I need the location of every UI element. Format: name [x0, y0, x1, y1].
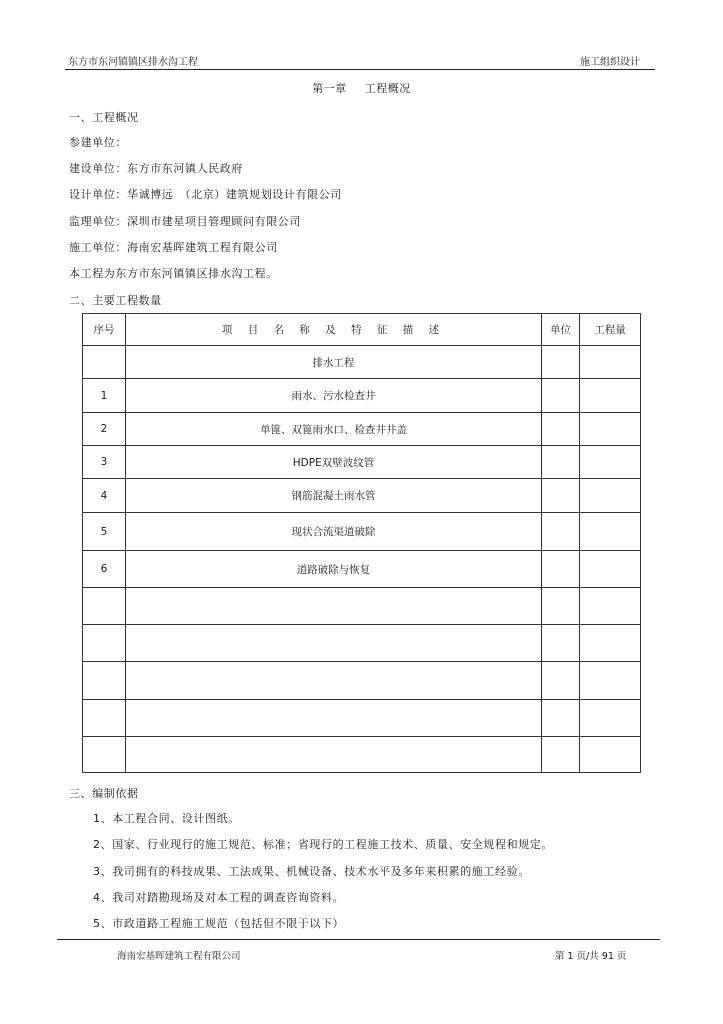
quantity-table: [82, 313, 641, 773]
cell-qty: [580, 413, 641, 446]
table-header-row: [83, 314, 641, 346]
cell-name: 现状合流渠道破除: [126, 513, 542, 551]
cell-unit: [542, 737, 580, 773]
table-row: [83, 700, 641, 737]
basis-item: 5、市政道路工程施工规范（包括但不限于以下）: [93, 917, 345, 930]
table-row: [83, 737, 641, 773]
cell-no: 1: [83, 379, 126, 413]
table-row: [83, 446, 641, 479]
col-header-qty: 工程量: [580, 314, 641, 346]
cell-unit: [542, 379, 580, 413]
cell-name: 雨水、污水检查井: [126, 379, 542, 413]
cell-name: [126, 737, 542, 773]
cell-unit: [542, 588, 580, 625]
cell-qty: [580, 379, 641, 413]
cell-name: 道路破除与恢复: [126, 551, 542, 588]
section3-heading: 三、编制依据: [69, 787, 139, 800]
cell-name: [126, 700, 542, 737]
table-row: [83, 346, 641, 379]
cell-no: 4: [83, 479, 126, 513]
participants-label: 参建单位：: [69, 136, 127, 149]
table-row: [83, 588, 641, 625]
chapter-number: 第一章: [312, 82, 347, 95]
cell-no: 3: [83, 446, 126, 479]
table-row: [83, 662, 641, 700]
col-header-no: 序号: [83, 314, 126, 346]
table-row: [83, 551, 641, 588]
table-row: [83, 379, 641, 413]
table-row: [83, 625, 641, 662]
cell-no: 5: [83, 513, 126, 551]
cell-unit: [542, 662, 580, 700]
cell-no: [83, 700, 126, 737]
cell-qty: [580, 479, 641, 513]
cell-unit: [542, 551, 580, 588]
cell-unit: [542, 479, 580, 513]
cell-no: [83, 625, 126, 662]
section2-heading: 二、主要工程数量: [69, 294, 162, 307]
design-unit: 设计单位：华诚博远 （北京）建筑规划设计有限公司: [69, 188, 342, 201]
header-divider: [65, 69, 655, 70]
cell-no: [83, 737, 126, 773]
owner-unit: 建设单位：东方市东河镇人民政府: [69, 162, 243, 175]
cell-unit: [542, 413, 580, 446]
cell-no: 6: [83, 551, 126, 588]
cell-name: 钢筋混凝土雨水管: [126, 479, 542, 513]
supervision-unit: 监理单位：深圳市建星项目管理顾问有限公司: [69, 215, 301, 228]
cell-name: [126, 662, 542, 700]
cell-qty: [580, 346, 641, 379]
table-row: [83, 513, 641, 551]
basis-item: 1、本工程合同、设计图纸。: [93, 812, 240, 825]
basis-item: 3、我司拥有的科技成果、工法成果、机械设备、技术水平及多年来积累的施工经验。: [93, 865, 530, 878]
project-summary: 本工程为东方市东河镇镇区排水沟工程。: [69, 267, 278, 280]
cell-name: [126, 588, 542, 625]
cell-unit: [542, 446, 580, 479]
cell-qty: [580, 625, 641, 662]
cell-qty: [580, 446, 641, 479]
col-header-item: 项 目 名 称 及 特 征 描 述: [126, 314, 542, 346]
section1-heading: 一、工程概况: [69, 111, 139, 124]
footer-page-number: 第 1 页/共 91 页: [555, 951, 627, 962]
cell-name: 单篦、双篦雨水口、检查井井盖: [126, 413, 542, 446]
cell-unit: [542, 700, 580, 737]
cell-qty: [580, 513, 641, 551]
footer-company: 海南宏基晖建筑工程有限公司: [117, 951, 241, 962]
basis-item: 2、国家、行业现行的施工规范、标准；省现行的工程施工技术、质量、安全规程和规定。: [93, 838, 553, 851]
cell-unit: [542, 513, 580, 551]
footer-divider: [57, 939, 660, 940]
cell-name: [126, 625, 542, 662]
cell-unit: [542, 346, 580, 379]
table-row: [83, 413, 641, 446]
col-header-unit: 单位: [542, 314, 580, 346]
cell-name: HDPE双壁波纹管: [126, 446, 542, 479]
cell-no: 2: [83, 413, 126, 446]
table-row: [83, 479, 641, 513]
construction-unit: 施工单位：海南宏基晖建筑工程有限公司: [69, 241, 278, 254]
header-doc-type: 施工组织设计: [580, 57, 640, 68]
cell-qty: [580, 588, 641, 625]
chapter-title: [0, 80, 723, 96]
cell-no: [83, 662, 126, 700]
basis-item: 4、我司对踏勘现场及对本工程的调查咨询资料。: [93, 891, 345, 904]
header-project-name: 东方市东河镇镇区排水沟工程: [68, 57, 198, 68]
cell-qty: [580, 700, 641, 737]
cell-no: [83, 588, 126, 625]
cell-qty: [580, 551, 641, 588]
cell-qty: [580, 662, 641, 700]
cell-qty: [580, 737, 641, 773]
cell-name: 排水工程: [126, 346, 542, 379]
cell-no: [83, 346, 126, 379]
chapter-name: 工程概况: [364, 82, 411, 95]
cell-unit: [542, 625, 580, 662]
